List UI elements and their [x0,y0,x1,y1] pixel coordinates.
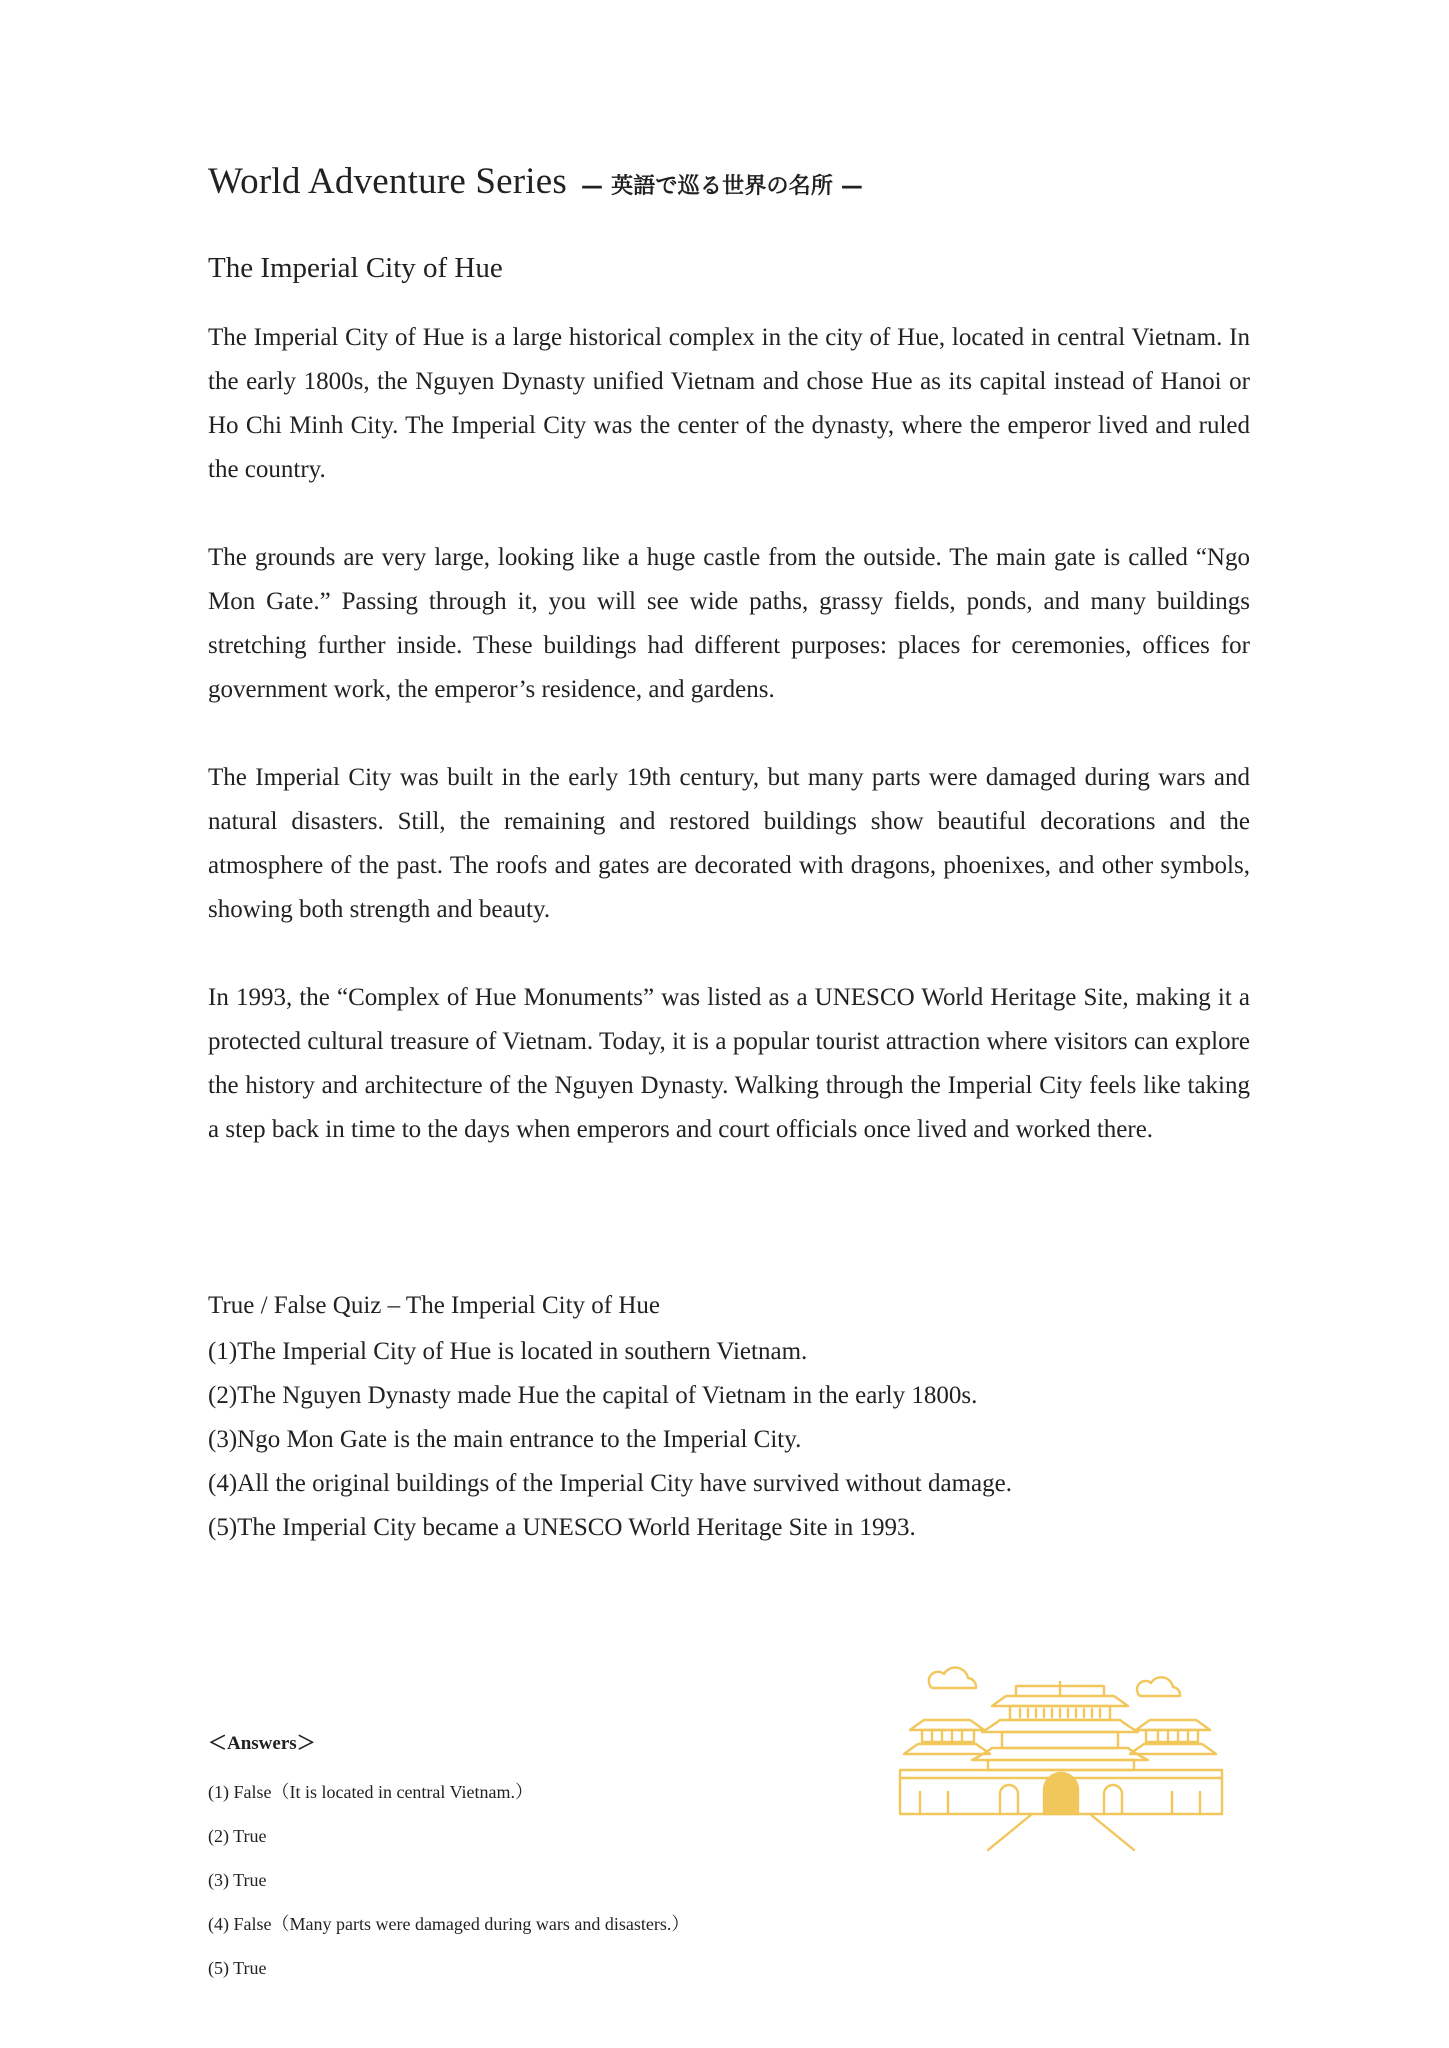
quiz-item: (3)Ngo Mon Gate is the main entrance to the Imperial City. [208,1426,802,1453]
quiz-item: (1)The Imperial City of Hue is located in southern Vietnam. [208,1338,808,1365]
article-paragraph: The Imperial City of Hue is a large historical complex in the city of Hue, located in central Vietnam. In the early 1800s, the Nguyen Dynasty unified Vietnam and chose Hue as its capital instead of Hanoi or Ho Chi Minh City. The Imperial City was the center of the dynasty, where the emperor lived and ruled the country. [208,324,1250,483]
quiz-list [208,1330,1250,1550]
answers-list [208,1770,908,1990]
quiz-item: (5)The Imperial City became a UNESCO World Heritage Site in 1993. [208,1514,916,1541]
answer-item: (5) True [208,1958,267,1978]
article-paragraph: In 1993, the “Complex of Hue Monuments” was listed as a UNESCO World Heritage Site, making it a protected cultural treasure of Vietnam. Today, it is a popular tourist attraction where visitors can explore the history and architecture of the Nguyen Dynasty. Walking through the Imperial City feels like taking a step back in time to the days when emperors and court officials once lived and worked there. [208,984,1250,1143]
quiz-title: True / False Quiz – The Imperial City of Hue [208,1292,661,1319]
answer-item: (4) False（Many parts were damaged during wars and disasters.） [208,1914,690,1934]
answer-item: (3) True [208,1870,267,1890]
answers-section [208,1728,908,1990]
answers-title: ＜Answers＞ [208,1733,316,1754]
answer-item: (1) False（It is located in central Vietnam.） [208,1782,533,1802]
series-title-text: World Adventure Series [208,161,568,202]
answer-item: (2) True [208,1826,267,1846]
imperial-palace-gate-icon [896,1652,1226,1862]
quiz-section [208,1286,1250,1550]
article-body [208,316,1250,1196]
series-title [208,160,863,203]
article-title: The Imperial City of Hue [208,252,503,284]
quiz-item: (4)All the original buildings of the Imperial City have survived without damage. [208,1470,1012,1497]
article-paragraph: The Imperial City was built in the early 19th century, but many parts were damaged during wars and natural disasters. Still, the remaining and restored buildings show beautiful decorations and the atmosphere of the past. The roofs and gates are decorated with dragons, phoenixes, and other symbols, showing both strength and beauty. [208,764,1250,923]
quiz-item: (2)The Nguyen Dynasty made Hue the capital of Vietnam in the early 1800s. [208,1382,978,1409]
article-paragraph: The grounds are very large, looking like a huge castle from the outside. The main gate is called “Ngo Mon Gate.” Passing through it, you will see wide paths, grassy fields, ponds, and many buildings stretching further inside. These buildings had different purposes: places for ceremonies, offices for government work, the emperor’s residence, and gardens. [208,544,1250,703]
series-subtitle: — 英語で巡る世界の名所 — [581,174,864,199]
